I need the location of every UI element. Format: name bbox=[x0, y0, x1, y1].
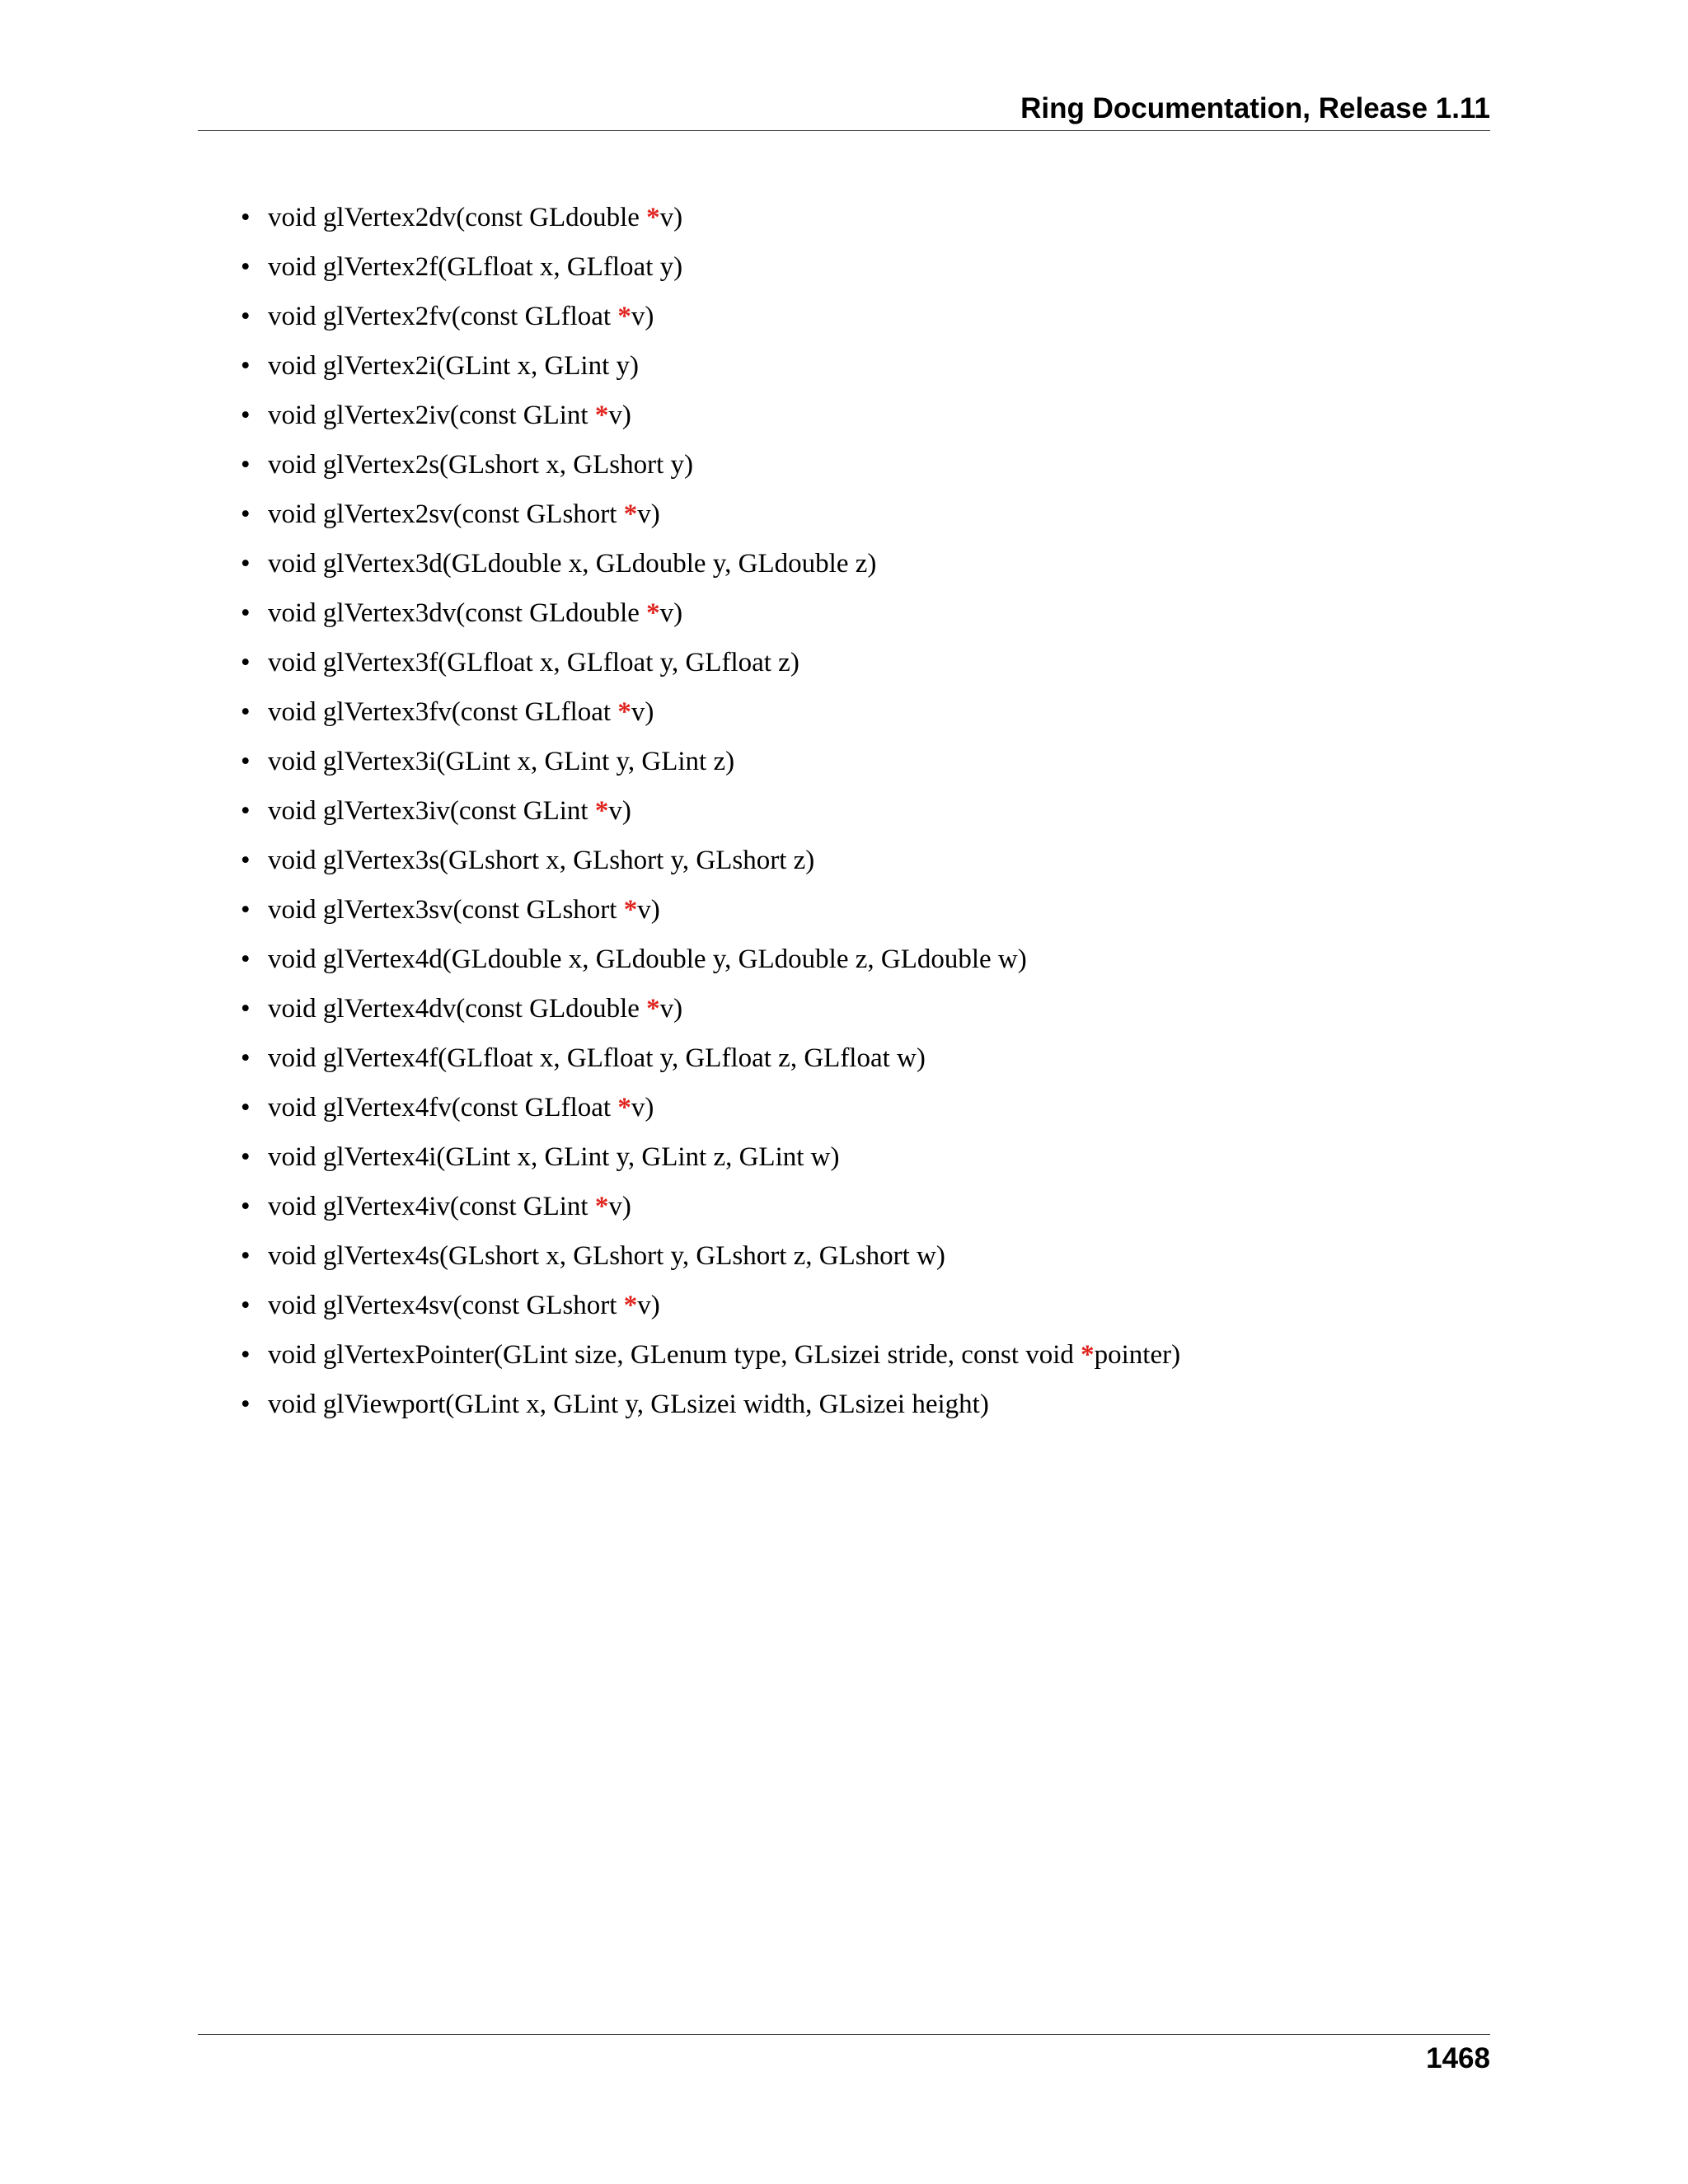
function-signature: void glVertex3d(GLdouble x, GLdouble y, GLdouble z) bbox=[268, 549, 877, 579]
function-signature: void glVertexPointer(GLint size, GLenum type, GLsizei stride, const void bbox=[268, 1340, 1081, 1370]
function-signature: void glVertex2fv(const GLfloat bbox=[268, 302, 618, 331]
bullet-icon: • bbox=[241, 1192, 251, 1221]
bullet-icon: • bbox=[241, 302, 251, 331]
list-item bbox=[241, 791, 1180, 841]
function-signature: void glVertex3s(GLshort x, GLshort y, GLshort z) bbox=[268, 846, 815, 875]
bullet-icon: • bbox=[241, 944, 251, 974]
list-item bbox=[241, 1088, 1180, 1137]
function-signature-rest: pointer) bbox=[1094, 1340, 1181, 1370]
list-item bbox=[241, 643, 1180, 692]
function-signature-rest: v) bbox=[631, 302, 654, 331]
function-signature-rest: v) bbox=[659, 598, 683, 628]
function-signature-rest: v) bbox=[608, 1192, 631, 1221]
function-signature: void glVertex2s(GLshort x, GLshort y) bbox=[268, 450, 694, 480]
bullet-icon: • bbox=[241, 994, 251, 1024]
pointer-star: * bbox=[617, 302, 631, 331]
bullet-icon: • bbox=[241, 450, 251, 480]
bullet-icon: • bbox=[241, 351, 251, 381]
function-signature-rest: v) bbox=[631, 1093, 654, 1122]
list-item bbox=[241, 742, 1180, 791]
list-item bbox=[241, 198, 1180, 247]
function-signature-rest: v) bbox=[637, 1291, 660, 1320]
list-item bbox=[241, 1286, 1180, 1335]
pointer-star: * bbox=[594, 401, 609, 430]
function-signature: void glVertex3fv(const GLfloat bbox=[268, 697, 618, 727]
function-signature: void glVertex4d(GLdouble x, GLdouble y, GLdouble z, GLdouble w) bbox=[268, 944, 1027, 974]
pointer-star: * bbox=[594, 796, 609, 826]
function-signature-rest: v) bbox=[659, 994, 683, 1024]
pointer-star: * bbox=[594, 1192, 609, 1221]
bullet-icon: • bbox=[241, 846, 251, 875]
function-signature: void glVertex3iv(const GLint bbox=[268, 796, 595, 826]
list-item bbox=[241, 1187, 1180, 1236]
function-signature: void glVertex3f(GLfloat x, GLfloat y, GLfloat z) bbox=[268, 648, 799, 677]
bullet-icon: • bbox=[241, 549, 251, 579]
pointer-star: * bbox=[623, 499, 638, 529]
pointer-star: * bbox=[646, 598, 660, 628]
function-signature: void glVertex3i(GLint x, GLint y, GLint z) bbox=[268, 747, 735, 776]
pointer-star: * bbox=[617, 1093, 631, 1122]
function-signature: void glVertex2i(GLint x, GLint y) bbox=[268, 351, 640, 381]
function-signature: void glVertex4i(GLint x, GLint y, GLint z, GLint w) bbox=[268, 1142, 840, 1172]
bullet-icon: • bbox=[241, 796, 251, 826]
pointer-star: * bbox=[646, 203, 660, 232]
list-item bbox=[241, 940, 1180, 989]
bullet-icon: • bbox=[241, 1291, 251, 1320]
pointer-star: * bbox=[617, 697, 631, 727]
list-item bbox=[241, 841, 1180, 890]
bullet-icon: • bbox=[241, 648, 251, 677]
list-item bbox=[241, 1236, 1180, 1286]
pointer-star: * bbox=[646, 994, 660, 1024]
function-signature-rest: v) bbox=[608, 796, 631, 826]
footer-divider bbox=[198, 2034, 1490, 2035]
function-signature: void glVertex3dv(const GLdouble bbox=[268, 598, 647, 628]
bullet-icon: • bbox=[241, 895, 251, 925]
function-signature: void glVertex2f(GLfloat x, GLfloat y) bbox=[268, 252, 683, 282]
list-item bbox=[241, 1335, 1180, 1385]
function-signature-rest: v) bbox=[631, 697, 654, 727]
bullet-icon: • bbox=[241, 203, 251, 232]
page-header-title: Ring Documentation, Release 1.11 bbox=[1020, 92, 1490, 124]
bullet-icon: • bbox=[241, 1241, 251, 1271]
bullet-icon: • bbox=[241, 401, 251, 430]
function-signature: void glVertex2sv(const GLshort bbox=[268, 499, 624, 529]
function-signature: void glViewport(GLint x, GLint y, GLsizei width, GLsizei height) bbox=[268, 1390, 989, 1419]
list-item bbox=[241, 692, 1180, 742]
bullet-icon: • bbox=[241, 1390, 251, 1419]
header-divider bbox=[198, 130, 1490, 131]
function-list bbox=[241, 198, 1180, 1434]
list-item bbox=[241, 396, 1180, 445]
list-item bbox=[241, 1137, 1180, 1187]
function-signature: void glVertex2iv(const GLint bbox=[268, 401, 595, 430]
function-signature: void glVertex4s(GLshort x, GLshort y, GLshort z, GLshort w) bbox=[268, 1241, 945, 1271]
function-signature-rest: v) bbox=[637, 895, 660, 925]
bullet-icon: • bbox=[241, 252, 251, 282]
list-item bbox=[241, 297, 1180, 346]
function-signature: void glVertex4dv(const GLdouble bbox=[268, 994, 647, 1024]
list-item bbox=[241, 445, 1180, 494]
bullet-icon: • bbox=[241, 1340, 251, 1370]
list-item bbox=[241, 544, 1180, 593]
list-item bbox=[241, 494, 1180, 544]
function-signature: void glVertex4sv(const GLshort bbox=[268, 1291, 624, 1320]
bullet-icon: • bbox=[241, 747, 251, 776]
bullet-icon: • bbox=[241, 697, 251, 727]
pointer-star: * bbox=[1081, 1340, 1095, 1370]
pointer-star: * bbox=[623, 895, 638, 925]
bullet-icon: • bbox=[241, 499, 251, 529]
list-item bbox=[241, 1038, 1180, 1088]
list-item bbox=[241, 247, 1180, 297]
list-item bbox=[241, 593, 1180, 643]
function-signature: void glVertex2dv(const GLdouble bbox=[268, 203, 647, 232]
pointer-star: * bbox=[623, 1291, 638, 1320]
bullet-icon: • bbox=[241, 1043, 251, 1073]
bullet-icon: • bbox=[241, 1093, 251, 1122]
function-signature-rest: v) bbox=[659, 203, 683, 232]
function-signature: void glVertex4f(GLfloat x, GLfloat y, GLfloat z, GLfloat w) bbox=[268, 1043, 926, 1073]
function-signature-rest: v) bbox=[637, 499, 660, 529]
function-signature-rest: v) bbox=[608, 401, 631, 430]
list-item bbox=[241, 346, 1180, 396]
list-item bbox=[241, 1385, 1180, 1434]
list-item bbox=[241, 989, 1180, 1038]
bullet-icon: • bbox=[241, 1142, 251, 1172]
page-number: 1468 bbox=[1426, 2042, 1490, 2074]
function-signature: void glVertex4fv(const GLfloat bbox=[268, 1093, 618, 1122]
function-signature: void glVertex3sv(const GLshort bbox=[268, 895, 624, 925]
bullet-icon: • bbox=[241, 598, 251, 628]
list-item bbox=[241, 890, 1180, 940]
function-signature: void glVertex4iv(const GLint bbox=[268, 1192, 595, 1221]
